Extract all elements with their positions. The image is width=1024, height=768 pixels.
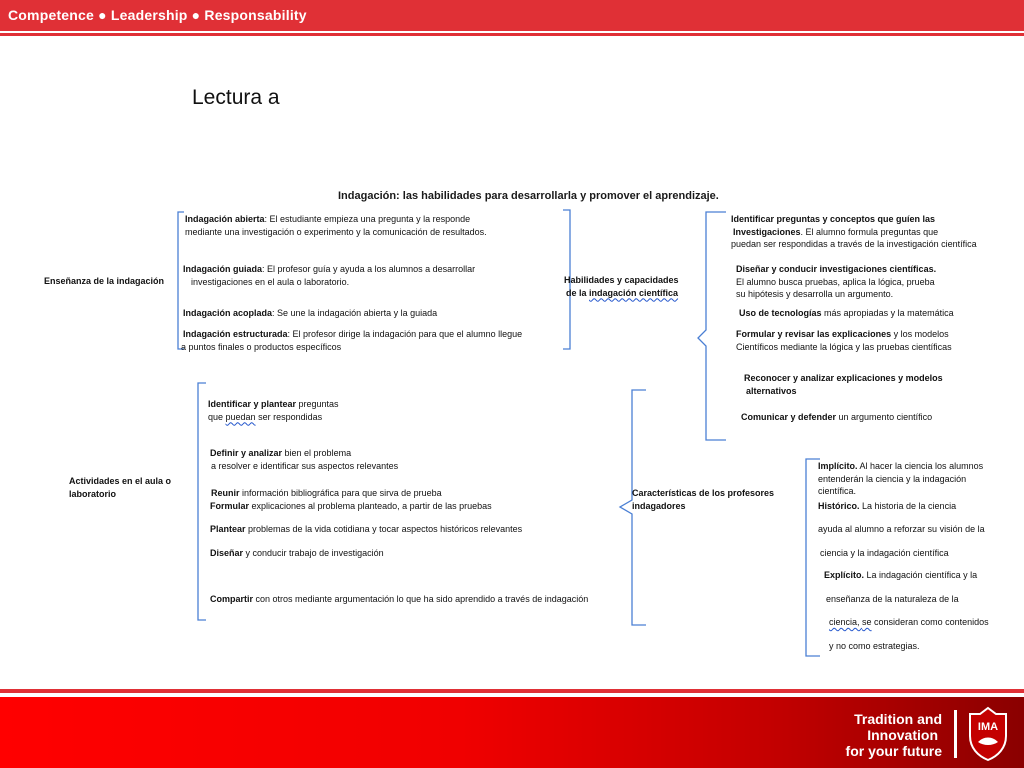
skill-formulate-explanations: Formular y revisar las explicaciones y los modelos Científicos mediante la lógica y las pruebas científicas: [736, 329, 952, 352]
trait-historic: Histórico. La historia de la ciencia: [818, 501, 957, 511]
logo-text: IMA: [977, 721, 999, 733]
skill-recognize-models: Reconocer y analizar explicaciones y modelos alternativos: [744, 373, 943, 396]
header-bar: [0, 0, 1024, 31]
trait-implicit: Implícito. Al hacer la ciencia los alumnos entenderán la ciencia y la indagación científica.: [818, 461, 984, 496]
activity-define: Definir y analizar bien el problema a resolver e identificar sus aspectos relevantes: [210, 448, 399, 471]
activity-design: Diseñar y conducir trabajo de investigación: [210, 548, 384, 558]
activity-share: Compartir con otros mediante argumentación lo que ha sido aprendido a través de indagación: [210, 594, 589, 604]
skill-identify-questions: Identificar preguntas y conceptos que guíen las Investigaciones. El alumno formula preguntas que puedan ser respondidas a través de la investigación científica: [731, 214, 977, 249]
teacher-traits-label: Características de los profesores indagadores: [632, 488, 775, 511]
footer-divider: [0, 689, 1024, 693]
node-structured-inquiry: Indagación estructurada: El profesor dirige la indagación para que el alumno llegue a puntos finales o productos específicos: [181, 329, 523, 352]
trait-explicit-line3: ciencia, se consideran como contenidos: [829, 617, 989, 627]
tagline-line-3: for your future: [845, 743, 942, 759]
teaching-label: Enseñanza de la indagación: [44, 276, 165, 286]
skill-design-investigations: Diseñar y conducir investigaciones científicas. El alumno busca pruebas, aplica la lógica, prueba su hipótesis y desarrolla un argumento.: [736, 264, 937, 299]
header-divider: [0, 31, 1024, 36]
activities-label: Actividades en el aula o laboratorio: [69, 476, 172, 499]
ima-logo: [966, 706, 1010, 767]
footer-separator: [954, 710, 957, 758]
activity-formulate: Formular explicaciones al problema planteado, a partir de las pruebas: [210, 501, 492, 511]
node-coupled-inquiry: Indagación acoplada: Se une la indagación abierta y la guiada: [183, 308, 438, 318]
activity-pose-problems: Plantear problemas de la vida cotidiana y tocar aspectos históricos relevantes: [210, 524, 523, 534]
bracket-left-bottom: [198, 383, 206, 620]
trait-historic-line2: ayuda al alumno a reforzar su visión de la: [818, 524, 985, 534]
trait-explicit-line4: y no como estrategias.: [829, 641, 920, 651]
trait-historic-line3: ciencia y la indagación científica: [820, 548, 949, 558]
skill-technology: Uso de tecnologías más apropiadas y la matemática: [739, 308, 954, 318]
activity-gather: Reunir información bibliográfica para que sirva de prueba: [211, 488, 442, 498]
trait-explicit: Explícito. La indagación científica y la: [824, 570, 978, 580]
footer-tagline: [846, 711, 942, 759]
header-title: Competence ● Leadership ● Responsability: [8, 7, 307, 23]
brace-right-top: [698, 212, 726, 440]
activity-identify: Identificar y plantear preguntas que puedan ser respondidas: [208, 399, 339, 422]
node-guided-inquiry: Indagación guiada: El profesor guía y ayuda a los alumnos a desarrollar investigaciones en el aula o laboratorio.: [183, 264, 476, 287]
tagline-line-1: Tradition and: [854, 711, 942, 727]
diagram-title: Indagación: las habilidades para desarrollarla y promover el aprendizaje.: [338, 190, 719, 202]
skill-communicate: Comunicar y defender un argumento científico: [741, 412, 933, 422]
tagline-line-2: Innovation: [867, 727, 938, 743]
skills-label: Habilidades y capacidades de la indagación científica: [564, 275, 679, 298]
trait-explicit-line2: enseñanza de la naturaleza de la: [826, 594, 959, 604]
slide-title: Lectura a: [192, 86, 280, 109]
node-open-inquiry: Indagación abierta: El estudiante empieza una pregunta y la responde mediante una investigación o experimento y la comunicación de resultados.: [185, 214, 487, 237]
